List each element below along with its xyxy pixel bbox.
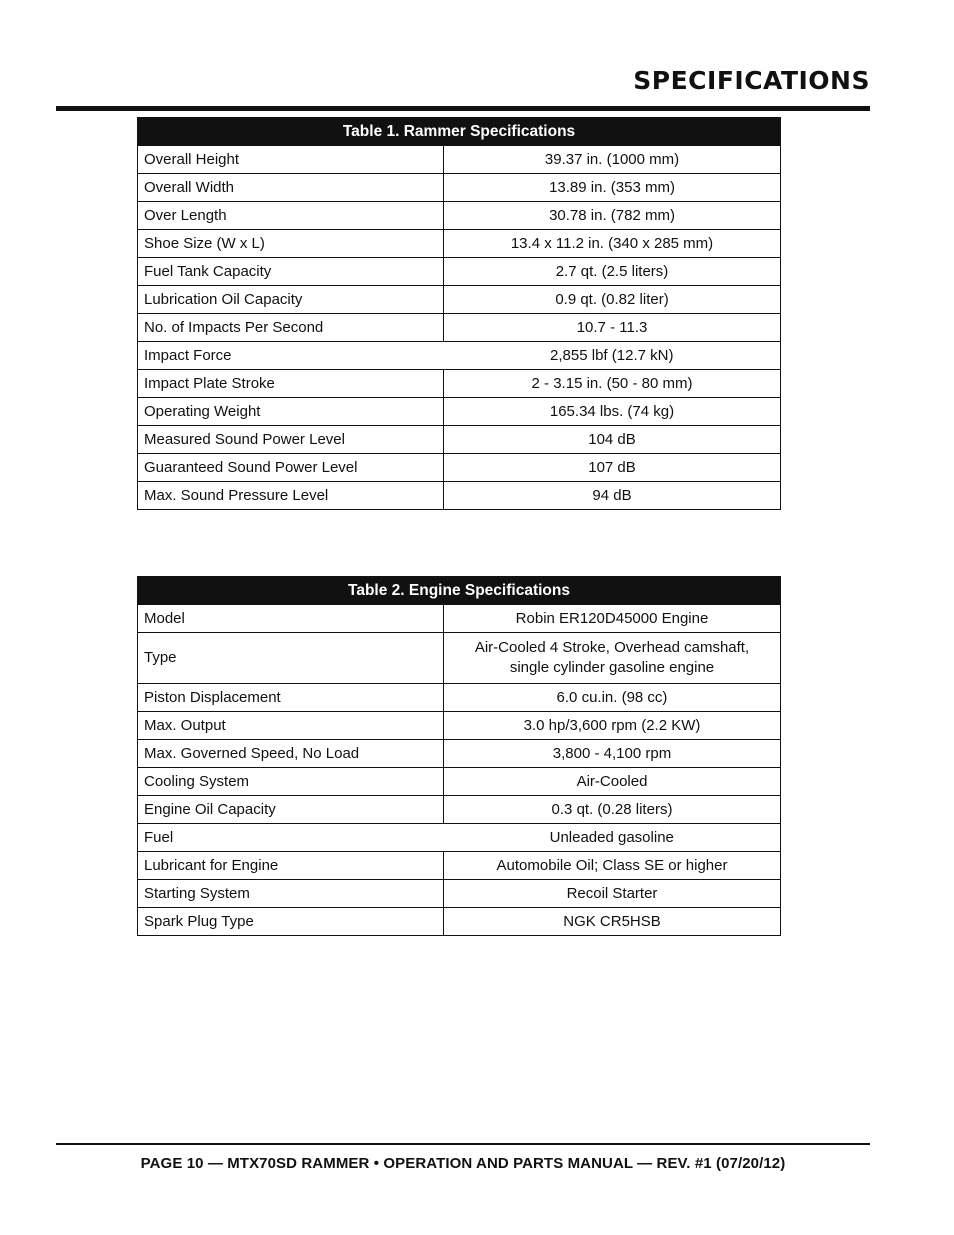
table-row — [138, 286, 781, 314]
spec-value: 39.37 in. (1000 mm) — [444, 146, 781, 174]
spec-value: Automobile Oil; Class SE or higher — [444, 852, 781, 880]
spec-label: Lubrication Oil Capacity — [138, 286, 444, 314]
spec-label: Fuel — [138, 824, 444, 852]
spec-label: Fuel Tank Capacity — [138, 258, 444, 286]
spec-label: No. of Impacts Per Second — [138, 314, 444, 342]
spec-label: Shoe Size (W x L) — [138, 230, 444, 258]
table-title: Table 1. Rammer Specifications — [138, 118, 781, 146]
spec-value: 3.0 hp/3,600 rpm (2.2 KW) — [444, 712, 781, 740]
spec-label: Cooling System — [138, 768, 444, 796]
spec-value: 94 dB — [444, 482, 781, 510]
engine-specifications-table — [137, 576, 781, 936]
spec-label: Operating Weight — [138, 398, 444, 426]
spec-value: Robin ER120D45000 Engine — [444, 605, 781, 633]
table-row — [138, 230, 781, 258]
spec-value: 107 dB — [444, 454, 781, 482]
spec-label: Measured Sound Power Level — [138, 426, 444, 454]
spec-value-line: single cylinder gasoline engine — [509, 659, 715, 676]
spec-label: Type — [138, 633, 444, 684]
spec-label: Lubricant for Engine — [138, 852, 444, 880]
spec-value: 2,855 lbf (12.7 kN) — [444, 342, 781, 370]
page-title: SPECIFICATIONS — [633, 66, 870, 95]
spec-label: Impact Plate Stroke — [138, 370, 444, 398]
spec-label: Max. Output — [138, 712, 444, 740]
table-row — [138, 712, 781, 740]
table-row — [138, 370, 781, 398]
spec-value: 0.3 qt. (0.28 liters) — [444, 796, 781, 824]
spec-value: Unleaded gasoline — [444, 824, 781, 852]
spec-value: 30.78 in. (782 mm) — [444, 202, 781, 230]
table-row — [138, 342, 781, 370]
table-row — [138, 740, 781, 768]
table-row — [138, 314, 781, 342]
spec-value: 2 - 3.15 in. (50 - 80 mm) — [444, 370, 781, 398]
table-row — [138, 684, 781, 712]
spec-value: Recoil Starter — [444, 880, 781, 908]
table-row — [138, 426, 781, 454]
spec-value: 0.9 qt. (0.82 liter) — [444, 286, 781, 314]
table-row — [138, 605, 781, 633]
spec-value: 104 dB — [444, 426, 781, 454]
spec-label: Max. Governed Speed, No Load — [138, 740, 444, 768]
spec-label: Max. Sound Pressure Level — [138, 482, 444, 510]
spec-label: Guaranteed Sound Power Level — [138, 454, 444, 482]
table-row — [138, 174, 781, 202]
table-row — [138, 398, 781, 426]
table-row — [138, 796, 781, 824]
table-row — [138, 880, 781, 908]
table-row — [138, 258, 781, 286]
table-header-row — [138, 118, 781, 146]
table-row — [138, 454, 781, 482]
spec-value-line: Air-Cooled 4 Stroke, Overhead camshaft, — [474, 639, 750, 656]
spec-value: 2.7 qt. (2.5 liters) — [444, 258, 781, 286]
spec-label: Engine Oil Capacity — [138, 796, 444, 824]
spec-value: 13.89 in. (353 mm) — [444, 174, 781, 202]
spec-value — [444, 633, 781, 684]
table-row — [138, 482, 781, 510]
table-row — [138, 852, 781, 880]
table-row — [138, 146, 781, 174]
footer-text: PAGE 10 — MTX70SD RAMMER • OPERATION AND PARTS MANUAL — REV. #1 (07/20/12) — [140, 1155, 786, 1172]
page-header — [56, 62, 870, 111]
table-row — [138, 633, 781, 684]
spec-label: Over Length — [138, 202, 444, 230]
spec-label: Impact Force — [138, 342, 444, 370]
spec-label: Overall Height — [138, 146, 444, 174]
table-row — [138, 908, 781, 936]
spec-value: 13.4 x 11.2 in. (340 x 285 mm) — [444, 230, 781, 258]
spec-label: Spark Plug Type — [138, 908, 444, 936]
spec-value: 6.0 cu.in. (98 cc) — [444, 684, 781, 712]
table-row — [138, 824, 781, 852]
table-header-row — [138, 577, 781, 605]
spec-label: Model — [138, 605, 444, 633]
page-footer — [56, 1143, 870, 1172]
spec-value: 3,800 - 4,100 rpm — [444, 740, 781, 768]
spec-label: Starting System — [138, 880, 444, 908]
spec-label: Overall Width — [138, 174, 444, 202]
table-row — [138, 768, 781, 796]
spec-value: Air-Cooled — [444, 768, 781, 796]
spec-value: 10.7 - 11.3 — [444, 314, 781, 342]
table-title: Table 2. Engine Specifications — [138, 577, 781, 605]
rammer-specifications-table — [137, 117, 781, 510]
table-row — [138, 202, 781, 230]
spec-label: Piston Displacement — [138, 684, 444, 712]
spec-value: 165.34 lbs. (74 kg) — [444, 398, 781, 426]
spec-value: NGK CR5HSB — [444, 908, 781, 936]
